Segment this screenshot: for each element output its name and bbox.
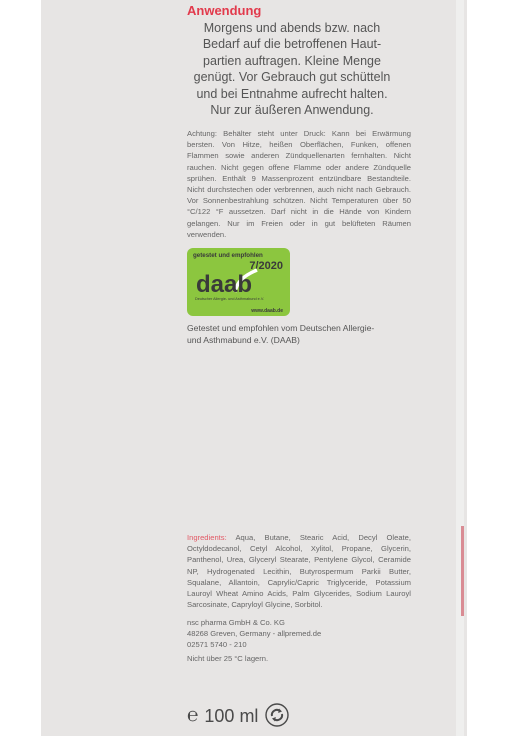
section-heading: Anwendung (187, 3, 262, 18)
warning-text: Achtung: Behälter steht unter Druck: Kann bei Erwärmung bersten. Von Hitze, heißen Oberflächen, Funken, offenen Flammen sowie anderen Zündquellenarten fernhalten. Nicht rauchen. Nicht gegen offene Flamme oder andere Zündquelle sprühen. Enthält 9 Massenprozent entzündbare Bestandteile. Nicht durchstechen oder verbrennen, auch nicht nach Gebrauch. Vor Sonnenbestrahlung schützen. Nicht Temperaturen über 50 °C/122 °F aussetzen. Darf nicht in die Hände von Kindern gelangen. Nur im Freien oder in gut belüfteten Räumen verwenden. (187, 129, 411, 239)
logo-top-text: getestet und empfohlen (193, 252, 263, 259)
recycle-icon (265, 703, 289, 727)
ingredients-text: Aqua, Butane, Stearic Acid, Decyl Oleate, Octyldodecanol, Cetyl Alcohol, Xylitol, Propane, Glycerin, Panthenol, Urea, Glyceryl Stearate, Pentylene Glycol, Ceramide NP, Hydrogenated Lecithin, Butyrospermum Parkii Butter, Squalane, Allantoin, Caprylic/Capric Triglyceride, Potassium Lauroyl Wheat Amino Acids, Palm Glycerides, Sodium Lauroyl Sarcosinate, Capryloyl Glycine, Sorbitol. (187, 533, 411, 610)
accent-stripe (461, 526, 464, 616)
storage-note: Nicht über 25 °C lagern. (187, 654, 269, 663)
company-info (187, 617, 387, 651)
company-phone: 02571 5740 - 210 (187, 640, 247, 650)
usage-instructions: Morgens und abends bzw. nach Bedarf auf die betroffenen Hautpartien auftragen. Kleine Menge genügt. Vor Gebrauch gut schütteln und bei Entnahme aufrecht halten. Nur zur äußeren Anwendung. (193, 21, 391, 118)
company-name: nsc pharma GmbH & Co. KG (187, 618, 285, 627)
ingredients-label: Ingredients: (187, 533, 227, 542)
daab-logo (187, 248, 290, 316)
logo-org-line: Deutscher Allergie- und Asthmabund e.V. (195, 297, 265, 301)
company-address: 48268 Greven, Germany - allpremed.de (187, 629, 322, 639)
logo-url: www.daab.de (251, 308, 283, 314)
background-edge (467, 0, 529, 736)
daab-statement: Getestet und empfohlen vom Deutschen Allergie- und Asthmabund e.V. (DAAB) (187, 323, 375, 345)
volume-label (187, 703, 258, 729)
estimated-sign-icon: ℮ (187, 705, 199, 726)
logo-brand: daab (196, 271, 253, 298)
logo-year: 7/2020 (249, 260, 283, 272)
volume-amount: 100 ml (204, 705, 259, 726)
side-stripe (456, 0, 464, 736)
ingredients-list (187, 532, 411, 610)
